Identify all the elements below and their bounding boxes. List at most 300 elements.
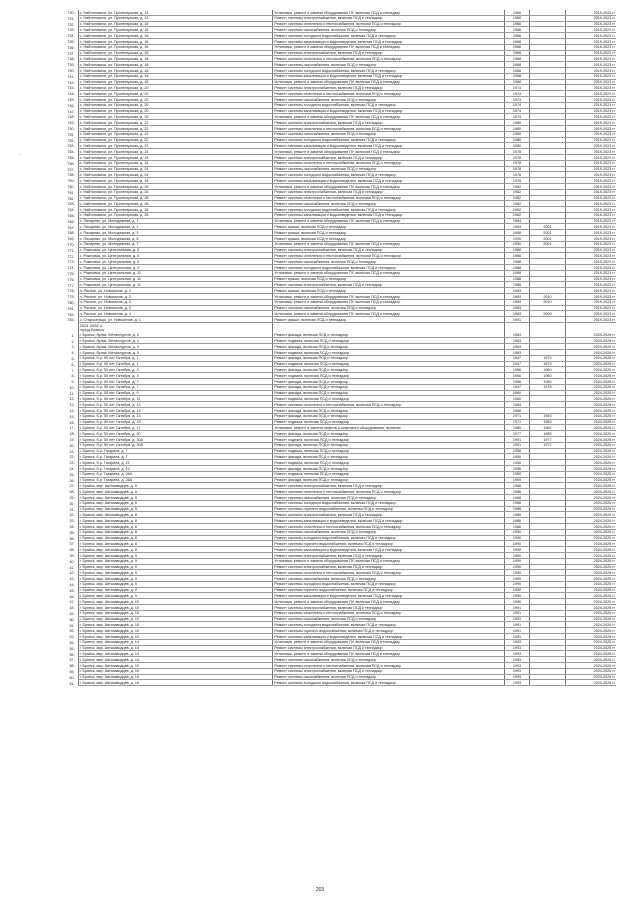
planned-period-cell: 2019-2023 гг (565, 311, 616, 317)
build-year-cell: 1980 (504, 425, 529, 431)
planned-period-cell: 2019-2023 гг (565, 154, 616, 160)
build-year-cell: 1986 (504, 494, 529, 500)
address-cell: г. Брянск, б-р. Гагарина, д. 22 (78, 465, 273, 471)
work-type-cell: Ремонт системы холодного водоснабжения, включая ПСД и технадзор (273, 33, 505, 39)
work-type-cell: Установка, ремонт и замена оборудования ПУ, включая ПСД и технадзор (273, 299, 505, 305)
row-number: 38. (69, 548, 75, 553)
work-type-cell: Ремонт системы холодного водоснабжения, включая ПСД и технадзор (273, 265, 505, 271)
planned-period-cell: 2024-2026 гг (565, 402, 616, 408)
build-year-cell: 1984 (504, 224, 529, 230)
address-cell: с. Найтоповичи, ул. Пролетарская, д. 22 (78, 125, 273, 131)
work-type-cell: Ремонт фасада, включая ПСД и технадзор (273, 367, 505, 373)
build-year-cell: 1956 (504, 373, 529, 379)
build-year-cell: 1978 (504, 178, 529, 184)
build-year-cell: 1991 (504, 634, 529, 640)
work-type-cell: Ремонт системы газоснабжения, включая ПСД и технадзор (273, 96, 505, 102)
address-cell: с. Найтоповичи, ул. Пролетарская, д. 18 (78, 73, 273, 79)
planned-period-cell: 2024-2026 гг (565, 605, 616, 611)
planned-period-cell: 2024-2026 гг (565, 384, 616, 390)
address-cell: с. Найтоповичи, ул. Пролетарская, д. 20 (78, 85, 273, 91)
build-year-cell: 1968 (504, 407, 529, 413)
row-number: 31. (69, 507, 75, 512)
row-number: 25. (69, 472, 75, 477)
row-number: 746. (67, 103, 75, 108)
address-cell: п. Рясное, ул. Новоселов, д. 3 (78, 305, 273, 311)
address-cell: с. Найтоповичи, ул. Пролетарская, д. 14 (78, 15, 273, 21)
address-cell: с. Найтоповичи, ул. Пролетарская, д. 16 (78, 38, 273, 44)
planned-period-cell: 2019-2023 гг (565, 241, 616, 247)
address-cell: с. Найтоповичи, ул. Пролетарская, д. 16 (78, 33, 273, 39)
row-number: 745. (67, 98, 75, 103)
row-number: 21. (69, 449, 75, 454)
planned-period-cell: 2024-2026 гг (565, 436, 616, 442)
address-cell: г. Брянск, б-р. Гагарина, д. 26А (78, 471, 273, 477)
work-type-cell: Ремонт системы электроснабжения, включая ПСД и технадзор (273, 282, 505, 288)
address-cell: с. Найтоповичи, ул. Пролетарская, д. 22 (78, 143, 273, 149)
build-year-cell: 1993 (504, 651, 529, 657)
row-number: 23. (69, 461, 75, 466)
last-repair-year-cell: 2001 (529, 241, 565, 247)
last-repair-year-cell (529, 680, 565, 686)
address-cell: г. Брянск, мкр. Автозаводцев, д. 8 (78, 541, 273, 547)
work-type-cell: Ремонт системы отопления и теплоснабжения, включая ПСД и технадзор (273, 91, 505, 97)
work-type-cell: Ремонт системы газоснабжения, включая ПСД и технадзор (273, 305, 505, 311)
last-repair-year-cell: 2010 (529, 294, 565, 300)
address-cell: с. Найтоповичи, ул. Пролетарская, д. 18 (78, 62, 273, 68)
last-repair-year-cell: 1977 (529, 436, 565, 442)
work-type-cell: Ремонт фасада, включая ПСД и технадзор (273, 431, 505, 437)
build-year-cell: 1980 (504, 137, 529, 143)
row-number: 43. (69, 577, 75, 582)
planned-period-cell: 2024-2026 гг (565, 471, 616, 477)
planned-period-cell: 2024-2026 гг (565, 465, 616, 471)
work-type-cell: Ремонт системы газоснабжения, включая ПСД и технадзор (273, 201, 505, 207)
address-cell: с. Найтоповичи, ул. Пролетарская, д. 24 (78, 149, 273, 155)
work-type-cell: Ремонт системы электроснабжения, включая ПСД и технадзор (273, 645, 505, 651)
planned-period-cell: 2024-2026 гг (565, 535, 616, 541)
address-cell: г. Брянск, мкр. Автозаводцев, д. 15 (78, 680, 273, 686)
build-year-cell: 1990 (504, 564, 529, 570)
row-number: 45. (69, 588, 75, 593)
address-cell: г. Брянск, б-р. Гагарина, д. 7 (78, 454, 273, 460)
address-cell: с. Найтоповичи, ул. Пролетарская, д. 16 (78, 44, 273, 50)
planned-period-cell: 2019-2023 гг (565, 253, 616, 259)
address-cell: г. Брянск, б-р. 50 лет Октября, д. 30А (78, 436, 273, 442)
address-cell: г. Брянск, б-р. 50 лет Октября, д. 3 (78, 367, 273, 373)
planned-period-cell: 2024-2026 гг (565, 506, 616, 512)
row-number: 32. (69, 513, 75, 518)
planned-period-cell: 2024-2026 гг (565, 390, 616, 396)
page-number: 203 (315, 887, 325, 893)
row-number: 46. (69, 594, 75, 599)
address-cell: г. Брянск, б-р. Гагарина, д. 7 (78, 448, 273, 454)
register-table-container (58, 10, 616, 686)
build-year-cell: 1966 (504, 15, 529, 21)
build-year-cell: 1991 (504, 442, 529, 448)
row-number: 744. (67, 92, 75, 97)
row-number: 6. (71, 362, 75, 367)
row-number: 1. (71, 333, 75, 338)
address-cell: с. Найтоповичи, ул. Пролетарская, д. 26 (78, 189, 273, 195)
work-type-cell: Ремонт системы отопления и теплоснабжения, включая ПСД и технадзор (273, 402, 505, 408)
work-type-cell: Ремонт системы канализации и водоотведения, включая ПСД и технадзор (273, 518, 505, 524)
row-number: 765. (67, 213, 75, 218)
build-year-cell: 1986 (504, 512, 529, 518)
section-header (58, 323, 616, 333)
work-type-cell: Ремонт фасада, включая ПСД и технадзор (273, 333, 505, 338)
build-year-cell: 1990 (504, 599, 529, 605)
work-type-cell: Ремонт системы канализации и водоотведения, включая ПСД и технадзор (273, 38, 505, 44)
row-number: 39. (69, 554, 75, 558)
planned-period-cell: 2024-2026 гг (565, 680, 616, 686)
planned-period-cell: 2019-2023 гг (565, 102, 616, 108)
build-year-cell: 1993 (504, 645, 529, 651)
work-type-cell: Установка, ремонт и замена оборудования ПУ, включая ПСД и технадзор (273, 651, 505, 657)
row-number: 772. (67, 254, 75, 259)
address-cell: г. Брянск, мкр. Автозаводцев, д. 9 (78, 576, 273, 582)
build-year-cell: 1991 (504, 616, 529, 622)
work-type-cell: Установка, ремонт и замена оборудования ПУ, включая ПСД и технадзор (273, 599, 505, 605)
address-cell: г. Брянск, б-р. Гагарина, д. 22 (78, 460, 273, 466)
last-repair-year-cell: 1983 (529, 419, 565, 425)
build-year-cell: 1966 (504, 33, 529, 39)
planned-period-cell: 2019-2023 гг (565, 166, 616, 172)
work-type-cell: Ремонт системы отопления и теплоснабжения, включая ПСД и технадзор (273, 195, 505, 201)
planned-period-cell: 2024-2026 гг (565, 413, 616, 419)
row-number: 11. (69, 391, 75, 396)
address-cell: г. Брянск, б-р. Гагарина, д. 26А (78, 477, 273, 483)
build-year-cell: 1986 (504, 523, 529, 529)
planned-period-cell: 2019-2023 гг (565, 38, 616, 44)
address-cell: с. Найтоповичи, ул. Пролетарская, д. 18 (78, 67, 273, 73)
address-cell: с. Найтоповичи, ул. Пролетарская, д. 26 (78, 207, 273, 213)
row-number: 15. (69, 414, 75, 419)
planned-period-cell: 2019-2023 гг (565, 108, 616, 114)
last-repair-year-cell: 2010 (529, 299, 565, 305)
address-cell: г. Брянск, мкр. Автозаводцев, д. 15 (78, 674, 273, 680)
planned-period-cell: 2024-2026 гг (565, 622, 616, 628)
work-type-cell: Ремонт подвала, включая ПСД и технадзор (273, 460, 505, 466)
planned-period-cell: 2019-2023 гг (565, 288, 616, 294)
planned-period-cell: 2019-2023 гг (565, 62, 616, 68)
build-year-cell: 1990 (504, 529, 529, 535)
build-year-cell: 1960 (504, 390, 529, 396)
register-rows-2024-2026 (58, 333, 616, 686)
work-type-cell: Установка, ремонт и замена оборудования ПУ, включая ПСД и технадзор (273, 114, 505, 120)
planned-period-cell: 2024-2026 гг (565, 570, 616, 576)
work-type-cell: Ремонт системы отопления и теплоснабжения, включая ПСД и технадзор (273, 253, 505, 259)
row-number: 2. (71, 339, 75, 344)
address-cell: г. Брянск, б-р. 50 лет Октября, д. 13 (78, 413, 273, 419)
work-type-cell: Ремонт подвала, включая ПСД и технадзор (273, 361, 505, 367)
build-year-cell: 1990 (504, 587, 529, 593)
row-number: 27. (69, 484, 75, 489)
work-type-cell: Установка, ремонт и замена оборудования ПУ, включая ПСД и технадзор (273, 218, 505, 224)
last-repair-year-cell: 1983 (529, 413, 565, 419)
planned-period-cell: 2024-2026 гг (565, 442, 616, 448)
build-year-cell: 1966 (504, 10, 529, 15)
work-type-cell: Ремонт системы газоснабжения, включая ПСД и технадзор (273, 657, 505, 663)
address-cell: г. Брянск, мкр. Автозаводцев, д. 10 (78, 622, 273, 628)
planned-period-cell: 2024-2026 гг (565, 344, 616, 350)
planned-period-cell: 2019-2023 гг (565, 33, 616, 39)
row-number: 758. (67, 173, 75, 178)
row-number: 48. (69, 606, 75, 611)
row-number: 778. (67, 289, 75, 294)
work-type-cell: Установка, ремонт и замена оборудования ПУ, включая ПСД и технадзор (273, 44, 505, 50)
address-cell: г. Брянск, бульв. Металлургов, д. 3 (78, 344, 273, 350)
build-year-cell: 1980 (504, 125, 529, 131)
row-number: 757. (67, 167, 75, 172)
address-cell: г. Брянск, мкр. Автозаводцев, д. 14 (78, 657, 273, 663)
row-number: 35. (69, 530, 75, 535)
work-type-cell: Ремонт системы газоснабжения, включая ПСД и технадзор (273, 494, 505, 500)
build-year-cell: 1982 (504, 183, 529, 189)
row-number: 737. (67, 51, 75, 56)
row-number: 775. (67, 271, 75, 276)
planned-period-cell: 2019-2023 гг (565, 149, 616, 155)
row-number: 764. (67, 208, 75, 213)
last-repair-year-cell: 1980 (529, 373, 565, 379)
work-type-cell: Ремонт системы электроснабжения, включая ПСД и технадзор (273, 189, 505, 195)
address-cell: г. Брянск, б-р. 50 лет Октября, д. 13 (78, 407, 273, 413)
work-type-cell: Ремонт системы газоснабжения, включая ПСД и технадзор (273, 62, 505, 68)
build-year-cell: 1983 (504, 311, 529, 317)
row-number: 44. (69, 582, 75, 587)
build-year-cell: 1974 (504, 108, 529, 114)
build-year-cell: 1991 (504, 605, 529, 611)
row-number: 749. (67, 121, 75, 126)
planned-period-cell: 2019-2023 гг (565, 207, 616, 213)
work-type-cell: Установка, ремонт и замена оборудования ПУ, включая ПСД и технадзор (273, 10, 505, 15)
last-repair-year-cell: 2001 (529, 224, 565, 230)
row-number: 761. (67, 190, 75, 195)
row-number: 9. (71, 380, 75, 385)
address-cell: с. Писарево, ул. Молодежная, д. 7 (78, 241, 273, 247)
planned-period-cell: 2024-2026 гг (565, 396, 616, 402)
row-number: 5. (71, 356, 75, 361)
build-year-cell: 1983 (504, 305, 529, 311)
row-number: 52. (69, 629, 75, 634)
build-year-cell: 1974 (504, 114, 529, 120)
row-number: 740. (67, 69, 75, 74)
address-cell: г. Брянск, мкр. Автозаводцев, д. 10 (78, 610, 273, 616)
planned-period-cell: 2019-2023 гг (565, 73, 616, 79)
build-year-cell: 1982 (504, 212, 529, 218)
build-year-cell: 1978 (504, 166, 529, 172)
build-year-cell: 1947 (504, 361, 529, 367)
work-type-cell: Ремонт фасада, включая ПСД и технадзор (273, 454, 505, 460)
address-cell: г. Брянск, мкр. Автозаводцев, д. 10 (78, 605, 273, 611)
build-year-cell: 1966 (504, 38, 529, 44)
planned-period-cell: 2019-2023 гг (565, 276, 616, 282)
build-year-cell: 1993 (504, 639, 529, 645)
row-number: 53. (69, 635, 75, 640)
row-number: 19. (69, 438, 75, 443)
build-year-cell: 1990 (504, 558, 529, 564)
row-number: 3. (71, 345, 75, 350)
address-cell: г. Брянск, б-р. 50 лет Октября, д. 30 (78, 431, 273, 437)
address-cell: г. Брянск, мкр. Автозаводцев, д. 8 (78, 518, 273, 524)
address-cell: г. Брянск, б-р. 50 лет Октября, д. 3 (78, 373, 273, 379)
address-cell: г. Брянск, б-р. 50 лет Октября, д. 17 (78, 425, 273, 431)
build-year-cell: 1990 (504, 581, 529, 587)
address-cell: с. Рожновка, ул. Центральная, д. 11 (78, 282, 273, 288)
work-type-cell: Ремонт системы электроснабжения, включая ПСД и технадзор (273, 483, 505, 489)
address-cell: г. Брянск, мкр. Автозаводцев, д. 9 (78, 581, 273, 587)
planned-period-cell: 2019-2023 гг (565, 212, 616, 218)
work-type-cell: Ремонт системы холодного водоснабжения, включая ПСД и технадзор (273, 172, 505, 178)
work-type-cell: Ремонт системы отопления и теплоснабжения, включая ПСД и технадзор (273, 523, 505, 529)
row-number: 753. (67, 144, 75, 149)
address-cell: г. Брянск, мкр. Автозаводцев, д. 5 (78, 506, 273, 512)
address-cell: с. Найтоповичи, ул. Пролетарская, д. 22 (78, 131, 273, 137)
planned-period-cell: 2019-2023 гг (565, 294, 616, 300)
row-number: 768. (67, 231, 75, 236)
work-type-cell: Установка, ремонт и замена оборудования ПУ, включая ПСД и технадзор (273, 558, 505, 564)
row-number: 37. (69, 542, 75, 547)
row-number: 769. (67, 237, 75, 242)
planned-period-cell: 2019-2023 гг (565, 172, 616, 178)
work-type-cell: Ремонт системы газоснабжения, включая ПСД и технадзор (273, 259, 505, 265)
planned-period-cell: 2019-2023 гг (565, 143, 616, 149)
build-year-cell: 1990 (504, 576, 529, 582)
planned-period-cell: 2024-2026 гг (565, 355, 616, 361)
planned-period-cell: 2019-2023 гг (565, 270, 616, 276)
planned-period-cell: 2019-2023 гг (565, 50, 616, 56)
row-number: 747. (67, 109, 75, 114)
planned-period-cell: 2019-2023 гг (565, 27, 616, 33)
work-type-cell: Ремонт крыши, включая ПСД и технадзор (273, 288, 505, 294)
build-year-cell: 1963 (504, 333, 529, 338)
build-year-cell: 1993 (504, 680, 529, 686)
work-type-cell: Ремонт системы холодного водоснабжения, включая ПСД и технадзор (273, 67, 505, 73)
work-type-cell: Ремонт системы газоснабжения, включая ПСД и технадзор (273, 131, 505, 137)
address-cell: г. Брянск, мкр. Автозаводцев, д. 9 (78, 558, 273, 564)
build-year-cell: 1984 (504, 218, 529, 224)
row-number: 12. (69, 397, 75, 402)
planned-period-cell: 2019-2023 гг (565, 125, 616, 131)
build-year-cell: 1988 (504, 282, 529, 288)
build-year-cell: 1986 (504, 230, 529, 236)
address-cell: с. Писарево, ул. Молодежная, д. 1 (78, 218, 273, 224)
build-year-cell: 1986 (504, 518, 529, 524)
table-row (58, 680, 616, 686)
planned-period-cell: 2019-2023 гг (565, 218, 616, 224)
last-repair-year-cell: 1982 (529, 425, 565, 431)
planned-period-cell: 2024-2026 гг (565, 552, 616, 558)
work-type-cell: Установка, ремонт и замена оборудования ПУ, включая ПСД и технадзор (273, 79, 505, 85)
row-number: 41. (69, 565, 75, 570)
address-cell: с. Найтоповичи, ул. Пролетарская, д. 20 (78, 102, 273, 108)
row-number: 28. (69, 490, 75, 495)
work-type-cell: Ремонт системы газоснабжения, включая ПСД и технадзор (273, 674, 505, 680)
work-type-cell: Ремонт системы газоснабжения, включая ПСД и технадзор (273, 166, 505, 172)
last-repair-year-cell: 2001 (529, 236, 565, 242)
work-type-cell: Ремонт системы электроснабжения, включая ПСД и технадзор (273, 668, 505, 674)
work-type-cell: Ремонт фасада, включая ПСД и технадзор (273, 355, 505, 361)
address-cell: г. Брянск, б-р. 50 лет Октября, д. 1 (78, 361, 273, 367)
build-year-cell: 1983 (504, 299, 529, 305)
register-rows-2019-2023 (58, 10, 616, 323)
row-number: 770. (67, 242, 75, 247)
build-year-cell: 1968 (504, 79, 529, 85)
address-cell: с. Найтоповичи, ул. Пролетарская, д. 20 (78, 108, 273, 114)
address-cell: п. Рясное, ул. Новоселов, д. 2 (78, 294, 273, 300)
last-repair-year-cell: 1985 (529, 431, 565, 437)
work-type-cell: Ремонт фасада, включая ПСД и технадзор (273, 465, 505, 471)
work-type-cell: Ремонт системы электроснабжения, включая ПСД и технадзор (273, 85, 505, 91)
work-type-cell: Установка, ремонт и замена оборудования ПУ, включая ПСД и технадзор (273, 183, 505, 189)
work-type-cell: Ремонт фасада, включая ПСД и технадзор (273, 413, 505, 419)
work-type-cell: Ремонт системы отопления и теплоснабжения, включая ПСД и технадзор (273, 160, 505, 166)
build-year-cell: 1966 (504, 44, 529, 50)
planned-period-cell: 2019-2023 гг (565, 10, 616, 15)
row-number: 748. (67, 115, 75, 120)
address-cell: г. Брянск, мкр. Автозаводцев, д. 9 (78, 587, 273, 593)
row-number: 49. (69, 611, 75, 616)
address-cell: г. Брянск, мкр. Автозаводцев, д. 10 (78, 628, 273, 634)
work-type-cell: Ремонт подвала, включая ПСД и технадзор (273, 350, 505, 356)
build-year-cell: 1986 (504, 500, 529, 506)
planned-period-cell: 2024-2026 гг (565, 634, 616, 640)
planned-period-cell: 2019-2023 гг (565, 183, 616, 189)
build-year-cell: 1956 (504, 448, 529, 454)
address-cell: г. Брянск, бульв. Металлургов, д. 1 (78, 338, 273, 344)
row-number: 763. (67, 202, 75, 207)
section-title: 2024-2026 гг (78, 323, 273, 328)
work-type-cell: Установка, ремонт и замена оборудования ПУ, включая ПСД и технадзор (273, 294, 505, 300)
address-cell: с. Найтоповичи, ул. Пролетарская, д. 16 (78, 21, 273, 27)
work-type-cell: Установка, ремонт и замена оборудования ПУ, включая ПСД и технадзор (273, 149, 505, 155)
row-number: 20. (69, 443, 75, 448)
planned-period-cell: 2024-2026 гг (565, 460, 616, 466)
build-year-cell: 1990 (504, 236, 529, 242)
build-year-cell: 1990 (504, 570, 529, 576)
build-year-cell: 1974 (504, 96, 529, 102)
row-number: 56. (69, 652, 75, 657)
work-type-cell: Ремонт системы холодного водоснабжения, включая ПСД и технадзор (273, 102, 505, 108)
address-cell: с. Старосельцо, ул. Новоселов, д. 1 (78, 317, 273, 323)
address-cell: с. Рожновка, ул. Центральная, д. 5 (78, 265, 273, 271)
work-type-cell: Ремонт системы горячего водоснабжения, включая ПСД и технадзор (273, 628, 505, 634)
build-year-cell: 1993 (504, 657, 529, 663)
address-cell: г. Брянск, б-р. 50 лет Октября, д. 7 (78, 379, 273, 385)
address-cell: г. Брянск, б-р. 50 лет Октября, д. 13 (78, 402, 273, 408)
build-year-cell: 1988 (504, 276, 529, 282)
planned-period-cell: 2019-2023 гг (565, 247, 616, 253)
work-type-cell: Ремонт системы электроснабжения, включая ПСД и технадзор (273, 564, 505, 570)
work-type-cell: Ремонт системы горячего водоснабжения, включая ПСД и технадзор (273, 506, 505, 512)
build-year-cell: 1966 (504, 27, 529, 33)
planned-period-cell: 2024-2026 гг (565, 512, 616, 518)
row-number: 51. (69, 623, 75, 628)
row-number: 57. (69, 658, 75, 663)
build-year-cell: 1947 (504, 355, 529, 361)
section-subtitle: город Брянск (78, 328, 273, 333)
planned-period-cell: 2024-2026 гг (565, 483, 616, 489)
planned-period-cell: 2024-2026 гг (565, 663, 616, 669)
row-number: 16. (69, 420, 75, 425)
build-year-cell: 1988 (504, 247, 529, 253)
address-cell: с. Рожновка, ул. Центральная, д. 5 (78, 253, 273, 259)
planned-period-cell: 2019-2023 гг (565, 282, 616, 288)
build-year-cell: 1978 (504, 154, 529, 160)
build-year-cell: 1990 (504, 535, 529, 541)
planned-period-cell: 2019-2023 гг (565, 160, 616, 166)
last-repair-year-cell: 1979 (529, 355, 565, 361)
work-type-cell: Ремонт системы холодного водоснабжения, включая ПСД и технадзор (273, 500, 505, 506)
